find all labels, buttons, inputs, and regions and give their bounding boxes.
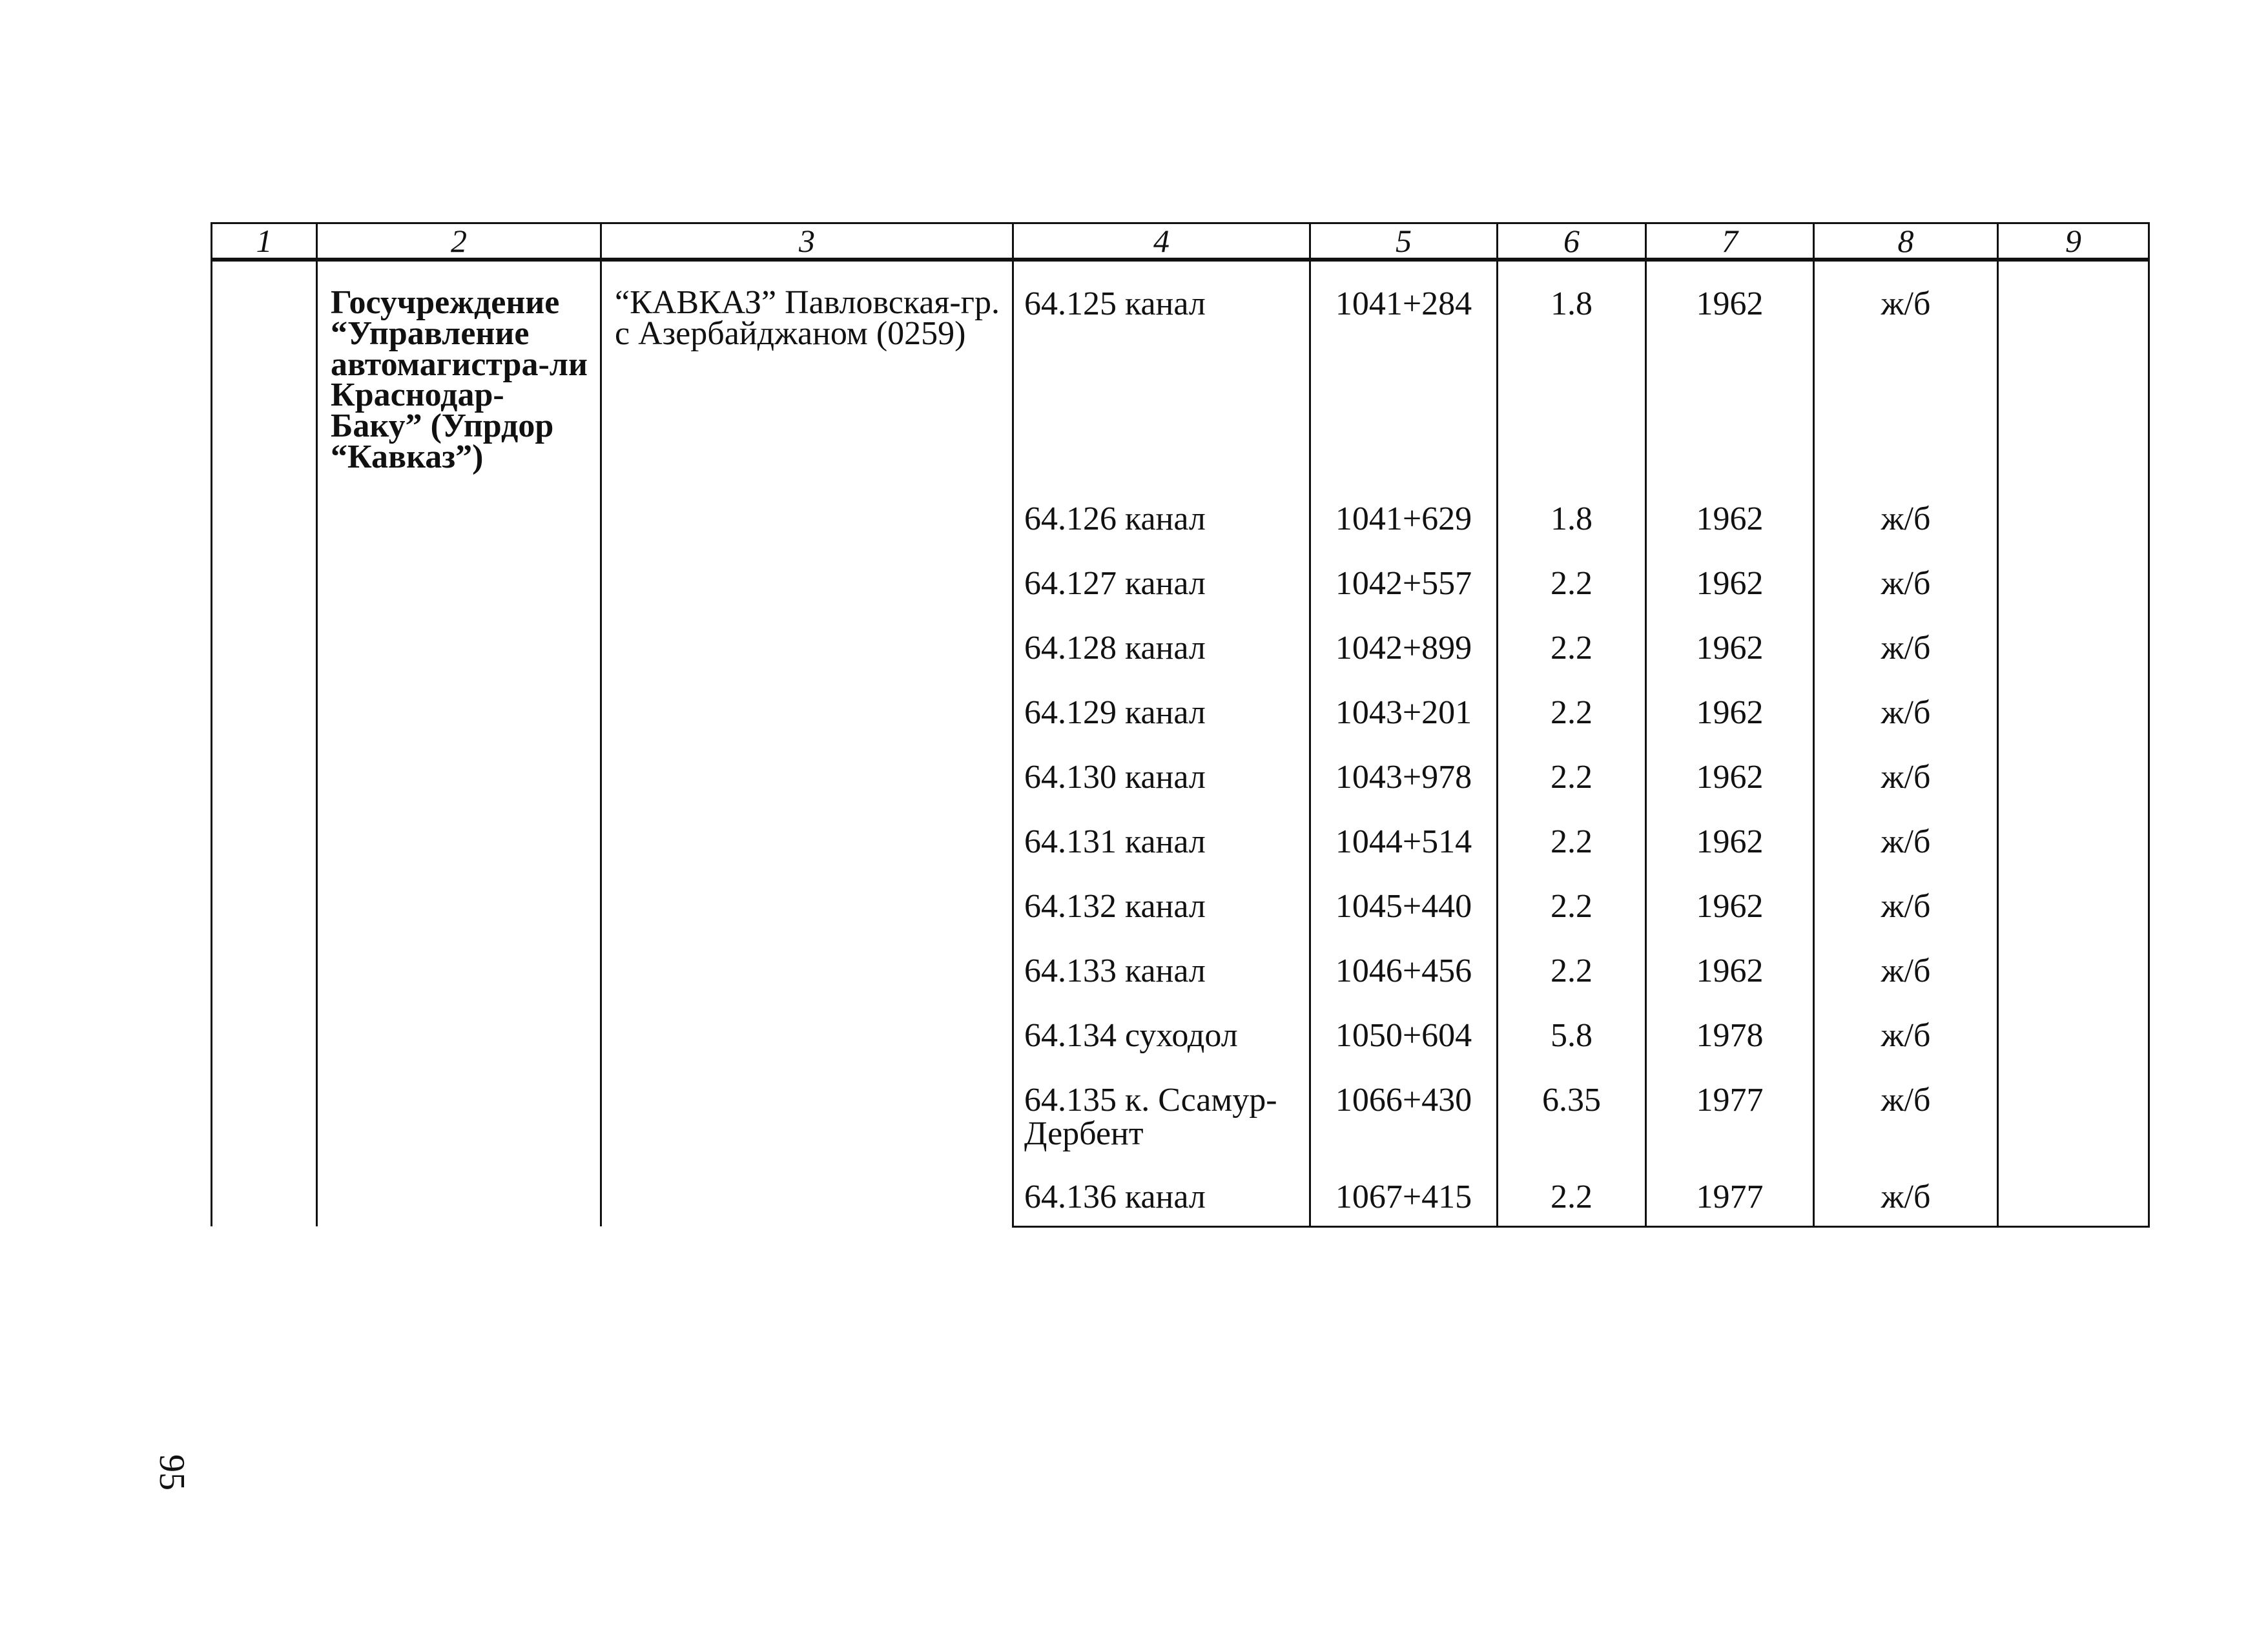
length-cell: 2.2	[1498, 549, 1646, 614]
kilometer-cell: 1067+415	[1310, 1162, 1498, 1226]
year-cell: 1962	[1646, 872, 1814, 936]
material-cell: ж/б	[1814, 936, 1998, 1001]
note-cell	[1998, 484, 2149, 549]
note-cell	[1998, 936, 2149, 1001]
structure-name-cell: 64.129 канал	[1013, 678, 1310, 743]
material-cell: ж/б	[1814, 484, 1998, 549]
length-cell: 5.8	[1498, 1001, 1646, 1066]
bridges-table	[211, 222, 2150, 1228]
length-cell: 2.2	[1498, 936, 1646, 1001]
page-number: 95	[152, 1454, 192, 1490]
note-cell	[1998, 1162, 2149, 1226]
year-cell: 1962	[1646, 936, 1814, 1001]
note-cell	[1998, 1001, 2149, 1066]
structure-name-cell: 64.126 канал	[1013, 484, 1310, 549]
year-cell: 1962	[1646, 549, 1814, 614]
structure-name-cell: 64.125 канал	[1013, 260, 1310, 484]
note-cell	[1998, 872, 2149, 936]
material-cell: ж/б	[1814, 807, 1998, 872]
length-cell: 2.2	[1498, 743, 1646, 807]
structure-name-cell: 64.128 канал	[1013, 614, 1310, 678]
note-cell	[1998, 743, 2149, 807]
kilometer-cell: 1043+201	[1310, 678, 1498, 743]
material-cell: ж/б	[1814, 260, 1998, 484]
column-number-9: 9	[1998, 223, 2149, 260]
length-cell: 2.2	[1498, 807, 1646, 872]
structure-name-cell: 64.136 канал	[1013, 1162, 1310, 1226]
column-number-3: 3	[601, 223, 1013, 260]
material-cell: ж/б	[1814, 743, 1998, 807]
structure-name-cell: 64.131 канал	[1013, 807, 1310, 872]
material-cell: ж/б	[1814, 1162, 1998, 1226]
kilometer-cell: 1045+440	[1310, 872, 1498, 936]
year-cell: 1962	[1646, 743, 1814, 807]
kilometer-cell: 1041+284	[1310, 260, 1498, 484]
road-cell: “КАВКАЗ” Павловская-гр. с Азербайджаном (0259)	[601, 260, 1013, 1226]
column-number-6: 6	[1498, 223, 1646, 260]
year-cell: 1977	[1646, 1066, 1814, 1162]
year-cell: 1962	[1646, 484, 1814, 549]
structure-name-cell: 64.133 канал	[1013, 936, 1310, 1001]
note-cell	[1998, 614, 2149, 678]
kilometer-cell: 1042+899	[1310, 614, 1498, 678]
kilometer-cell: 1043+978	[1310, 743, 1498, 807]
length-cell: 2.2	[1498, 872, 1646, 936]
structure-name-cell: 64.135 к. Ссамур-Дербент	[1013, 1066, 1310, 1162]
length-cell: 2.2	[1498, 1162, 1646, 1226]
structure-name-cell: 64.130 канал	[1013, 743, 1310, 807]
year-cell: 1962	[1646, 614, 1814, 678]
kilometer-cell: 1042+557	[1310, 549, 1498, 614]
length-cell: 6.35	[1498, 1066, 1646, 1162]
material-cell: ж/б	[1814, 549, 1998, 614]
kilometer-cell: 1050+604	[1310, 1001, 1498, 1066]
kilometer-cell: 1046+456	[1310, 936, 1498, 1001]
material-cell: ж/б	[1814, 678, 1998, 743]
structure-name-cell: 64.134 суходол	[1013, 1001, 1310, 1066]
kilometer-cell: 1041+629	[1310, 484, 1498, 549]
organization-cell: Госучреждение “Управление автомагистра-ли Краснодар-Баку” (Упрдор “Кавказ”)	[317, 260, 601, 1226]
structure-name-cell: 64.127 канал	[1013, 549, 1310, 614]
column-number-2: 2	[317, 223, 601, 260]
kilometer-cell: 1044+514	[1310, 807, 1498, 872]
column-number-4: 4	[1013, 223, 1310, 260]
length-cell: 2.2	[1498, 614, 1646, 678]
column-number-row	[212, 223, 2149, 260]
row-number-cell	[212, 260, 317, 1226]
year-cell: 1962	[1646, 260, 1814, 484]
column-number-5: 5	[1310, 223, 1498, 260]
note-cell	[1998, 678, 2149, 743]
year-cell: 1962	[1646, 807, 1814, 872]
length-cell: 1.8	[1498, 484, 1646, 549]
year-cell: 1977	[1646, 1162, 1814, 1226]
column-number-1: 1	[212, 223, 317, 260]
note-cell	[1998, 807, 2149, 872]
column-number-8: 8	[1814, 223, 1998, 260]
note-cell	[1998, 1066, 2149, 1162]
structure-name-cell: 64.132 канал	[1013, 872, 1310, 936]
material-cell: ж/б	[1814, 614, 1998, 678]
kilometer-cell: 1066+430	[1310, 1066, 1498, 1162]
length-cell: 1.8	[1498, 260, 1646, 484]
year-cell: 1978	[1646, 1001, 1814, 1066]
note-cell	[1998, 260, 2149, 484]
column-number-7: 7	[1646, 223, 1814, 260]
note-cell	[1998, 549, 2149, 614]
year-cell: 1962	[1646, 678, 1814, 743]
material-cell: ж/б	[1814, 872, 1998, 936]
length-cell: 2.2	[1498, 678, 1646, 743]
material-cell: ж/б	[1814, 1066, 1998, 1162]
table-row	[212, 260, 2149, 484]
material-cell: ж/б	[1814, 1001, 1998, 1066]
